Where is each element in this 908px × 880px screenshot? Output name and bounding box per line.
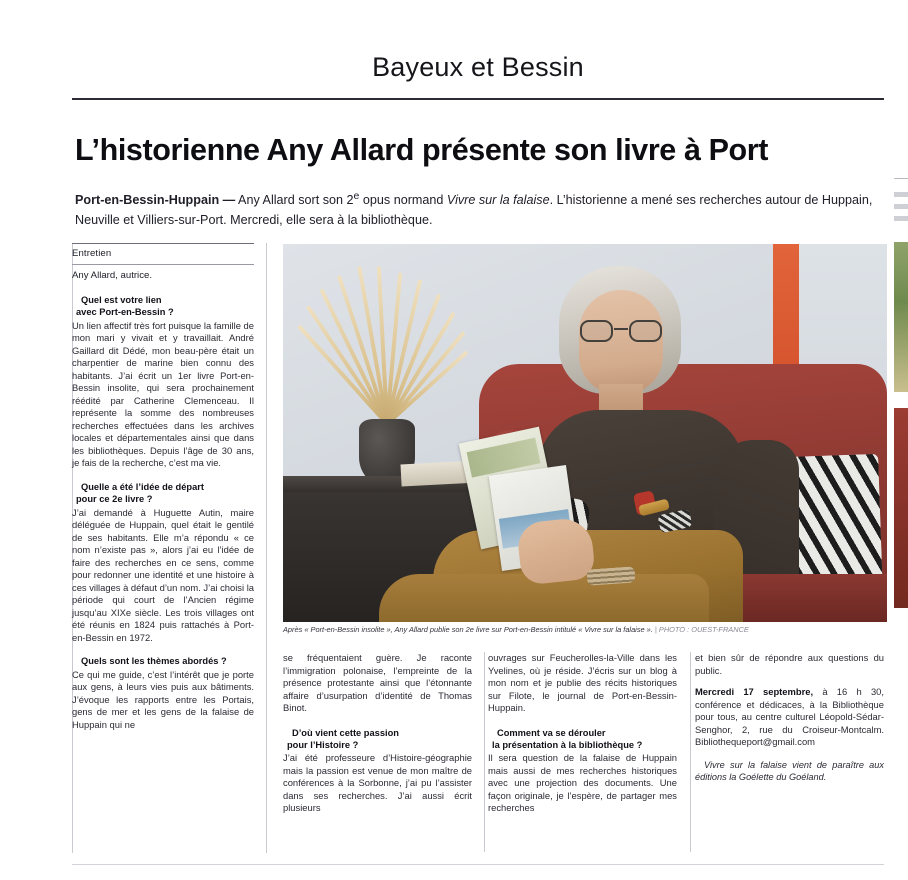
standfirst-text-3: . L’historienne a mené ses recherches autour de Huppain, Neuville et Villiers-sur-Port. Mercredi, elle sera à la bibliothèque. <box>75 193 873 228</box>
photo-face <box>579 290 663 394</box>
body-question-4 <box>283 727 472 752</box>
glasses-bridge <box>614 328 628 330</box>
lower-body <box>283 652 887 852</box>
photo-scene <box>283 244 887 622</box>
body-col3-continuation: et bien sûr de répondre aux questions du public. <box>695 652 884 676</box>
practical-info-details: à 16 h 30, conférence et dédicaces, à la Bibliothèque pour tous, au centre culturel Léopold-Sédar-Senghor, 2, rue du Croiseur-Montcalm. Bibliothequeport@gmail.com <box>695 686 884 748</box>
question-4-line-1: D’où vient cette passion <box>292 727 399 738</box>
standfirst-book-title: Vivre sur la falaise <box>446 193 550 208</box>
interview-rule-mid <box>72 264 254 265</box>
photo-bangles <box>587 566 636 585</box>
sliver-text-3 <box>894 216 908 221</box>
interview-kicker: Entretien <box>72 248 112 259</box>
sliver-photo-2 <box>894 408 908 608</box>
question-1-line-2: avec Port-en-Bessin ? <box>76 307 174 318</box>
standfirst-location: Port-en-Bessin-Huppain — <box>75 193 236 208</box>
standfirst-text-1: Any Allard sort son 2 <box>235 193 354 208</box>
photo-caption <box>283 625 887 635</box>
question-2-line-1: Quelle a été l’idée de départ <box>81 481 204 492</box>
article-headline: L’historienne Any Allard présente son livre à Port <box>75 133 768 167</box>
body-col2-continuation: ouvrages sur Feucherolles-la-Ville dans les Yvelines, où je réside. J’écris sur un blog à mon nom et je publie des récits historiques sur Filote, le journal de Port-en-Bessin-Huppain. <box>488 652 677 713</box>
interview-rule-top <box>72 243 254 244</box>
interview-question-1 <box>72 294 254 319</box>
glasses-lens-left <box>580 320 613 342</box>
interview-question-3 <box>72 655 254 667</box>
column-rule-1 <box>266 243 267 853</box>
question-2-line-2: pour ce 2e livre ? <box>76 494 153 505</box>
photo-credit: | PHOTO : OUEST-FRANCE <box>652 625 749 634</box>
interview-byline: Any Allard, autrice. <box>72 270 152 281</box>
article-photo <box>283 244 887 622</box>
body-col1-continuation: se fréquentaient guère. Je raconte l’immigration polonaise, l’empreinte de la présence protestante ainsi que l’étonnante affaire d’usurpation d’identité de Thomas Binot. <box>283 652 472 713</box>
body-answer-4: J’ai été professeure d’Histoire-géographie mais la passion est venue de mon maître de conférences à la Sorbonne, j’ai pu l’assister dans ses recherches. J’ai aussi écrit plusieurs <box>283 752 472 814</box>
body-answer-5: Il sera question de la falaise de Huppain mais aussi de mes recherches historiques avec une projection des documents. Une façon originale, je l’espère, de partager mes recherches <box>488 752 677 814</box>
adjacent-article-sliver <box>894 178 908 698</box>
photo-dried-grass <box>323 264 453 424</box>
body-question-5 <box>488 727 677 752</box>
interview-answer-3: Ce qui me guide, c’est l’intérêt que je porte aux gens, à leurs vies puis aux bâtiments. J’évoque les rapports entre les Portais, gens de mer et les gens de la falaise de Huppain qui ne <box>72 668 254 730</box>
sliver-text-1 <box>894 192 908 197</box>
question-5-line-1: Comment va se dérouler <box>497 727 606 738</box>
glasses-lens-right <box>629 320 662 342</box>
question-5-line-2: la présentation à la bibliothèque ? <box>492 739 643 750</box>
practical-info-date: Mercredi 17 septembre, <box>695 686 814 698</box>
sliver-text-2 <box>894 204 908 209</box>
question-1-line-1: Quel est votre lien <box>81 295 162 305</box>
publisher-note: Vivre sur la falaise vient de paraître aux éditions la Goélette du Goéland. <box>695 759 884 783</box>
standfirst-superscript: e <box>353 190 360 202</box>
sliver-rule <box>894 178 908 179</box>
interview-column <box>72 243 254 733</box>
interview-answer-2: J’ai demandé à Huguette Autin, maire déléguée de Huppain, quel était le gentilé de ses habitants. Elle m’a répondu « ce nom n’existe pas », alors j’ai eu l’idée de faire des recherches en ce sens, comme pour redonner une identité et une histoire à ces villages à défaut d’un nom. J’ai choisi la période qui court de l’Ancien régime jusqu’au XIXe siècle. Les trois villages ont été réunis en 1824 puis rattachés à Port-en-Bessin en 1972. <box>72 506 254 643</box>
question-3-line-1: Quels sont les thèmes abordés ? <box>81 656 227 667</box>
section-header <box>72 52 884 83</box>
practical-info <box>695 686 884 749</box>
sliver-photo <box>894 242 908 392</box>
interview-answer-1: Un lien affectif très fort puisque la famille de mon mari y vivait et y travaillait. André Gaillard dit Dédé, mon beau-père était un charpentier de marine bien connu des habitants. J’ai écrit un 1er livre Port-en-Bessin insolite, qui sera prochainement réédité par Catherine Clemenceau. Il représente la somme des nombreuses recherches effectuées dans les archives locales et départementales ainsi que dans les bibliothèques. Depuis l’âge de 30 ans, je fais de la recherche, c’est ma vie. <box>72 319 254 469</box>
photo-caption-text: Après « Port-en-Bessin insolite », Any Allard publie son 2e livre sur Port-en-Bessin intitulé « Vivre sur la falaise ». <box>283 625 653 634</box>
photo-glasses <box>579 320 663 342</box>
article-standfirst <box>75 186 885 230</box>
interview-question-2 <box>72 481 254 506</box>
body-column-2 <box>488 652 677 817</box>
page-bottom-rule <box>72 864 884 865</box>
section-title: Bayeux et Bessin <box>372 52 584 82</box>
body-column-3 <box>695 652 884 793</box>
section-divider <box>72 98 884 100</box>
standfirst-text-2: opus normand <box>359 193 447 208</box>
body-column-1 <box>283 652 472 817</box>
question-4-line-2: pour l’Histoire ? <box>287 739 359 750</box>
